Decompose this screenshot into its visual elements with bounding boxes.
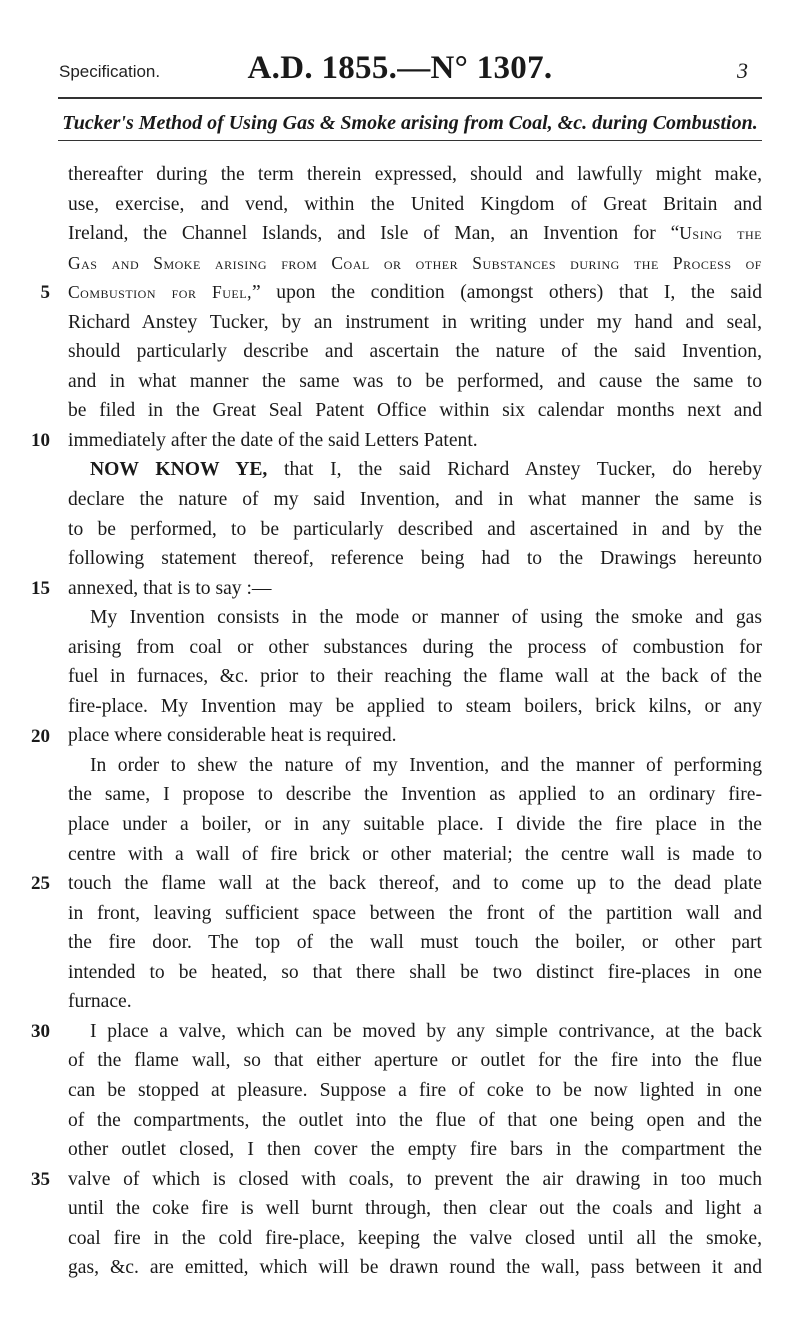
text-line: gas, &c. are emitted, which will be drawn round the wall, pass between it and [68,1257,762,1279]
line-number: 10 [31,430,50,451]
text-line: coal fire in the cold fire-place, keeping the valve closed until all the smoke, [68,1227,762,1249]
text-line: place where considerable heat is required. [68,725,397,747]
page-subtitle: Tucker's Method of Using Gas & Smoke arising from Coal, &c. during Combustion. [62,112,758,134]
text-line: following statement thereof, reference being had to the Drawings hereunto [68,548,762,570]
text-run: Combustion for Fuel, [68,282,252,303]
body-text [68,160,762,1283]
text-run: NOW KNOW YE, [90,459,268,481]
text-line: of the flame wall, so that either aperture or outlet for the fire into the flue [68,1050,762,1072]
text-line: the fire door. The top of the wall must touch the boiler, or other part [68,932,762,954]
text-line: valve of which is closed with coals, to prevent the air drawing in too much [68,1168,762,1190]
text-line: annexed, that is to say :— [68,577,272,599]
text-line: of the compartments, the outlet into the flue of that one being open and the [68,1109,762,1131]
text-line: and in what manner the same was to be performed, and cause the same to [68,370,762,392]
text-line: in front, leaving sufficient space between the front of the partition wall and [68,902,762,924]
text-line: arising from coal or other substances during the process of combustion for [68,636,762,658]
text-line: until the coke fire is well burnt through, then clear out the coals and light a [68,1198,762,1220]
text-line: should particularly describe and ascertain the nature of the said Invention, [68,341,762,363]
text-line: centre with a wall of fire brick or other material; the centre wall is made to [68,843,762,865]
text-line: I place a valve, which can be moved by any simple contrivance, at the back [90,1020,762,1042]
text-run: Ireland, the Channel Islands, and Isle of Man, an Invention for “ [68,223,680,245]
line-number: 25 [31,873,50,895]
text-line: My Invention consists in the mode or manner of using the smoke and gas [90,607,762,629]
line-number: 35 [31,1168,50,1190]
text-line: use, exercise, and vend, within the United Kingdom of Great Britain and [68,193,762,215]
line-number: 15 [31,577,50,599]
text-line: In order to shew the nature of my Invention, and the manner of performing [90,754,762,776]
text-line: place under a boiler, or in any suitable place. I divide the fire place in the [68,814,762,836]
subtitle-rule [58,140,762,141]
text-line: intended to be heated, so that there shall be two distinct fire-places in one [68,961,762,983]
text-line [68,278,762,308]
text-line: furnace. [68,991,132,1013]
text-line [68,219,762,249]
text-line: the same, I propose to describe the Invention as applied to an ordinary fire- [68,784,762,806]
text-line: to be performed, to be particularly described and ascertained in and by the [68,518,762,540]
line-number: 5 [40,282,50,304]
text-run: ” upon the condition (amongst others) that I, the said [251,282,762,304]
text-line: thereafter during the term therein expressed, should and lawfully might make, [68,164,762,185]
text-line: touch the flame wall at the back thereof, and to come up to the dead plate [68,873,762,895]
header-title: A.D. 1855.—N° 1307. [247,50,553,86]
header-label: Specification. [59,62,161,81]
text-line: Gas and Smoke arising from Coal or other Substances during the Process of [68,252,762,273]
text-line [68,455,762,485]
line-number: 30 [31,1021,50,1042]
header-rule [58,97,762,99]
text-line: immediately after the date of the said Letters Patent. [68,429,478,451]
text-run: Using the [679,223,762,244]
text-line: be filed in the Great Seal Patent Office within six calendar months next and [68,400,762,422]
text-line: fire-place. My Invention may be applied to steam boilers, brick kilns, or any [68,695,762,717]
text-line: declare the nature of my said Invention, and in what manner the same is [68,489,762,511]
text-line: Richard Anstey Tucker, by an instrument in writing under my hand and seal, [68,311,762,333]
line-number: 20 [31,725,50,747]
text-line: can be stopped at pleasure. Suppose a fire of coke to be now lighted in one [68,1079,762,1101]
page-number: 3 [737,58,748,83]
text-line: other outlet closed, I then cover the empty fire bars in the compartment the [68,1139,762,1161]
text-run: that I, the said Richard Anstey Tucker, do hereby [267,459,762,481]
text-line: fuel in furnaces, &c. prior to their reaching the flame wall at the back of the [68,666,762,688]
